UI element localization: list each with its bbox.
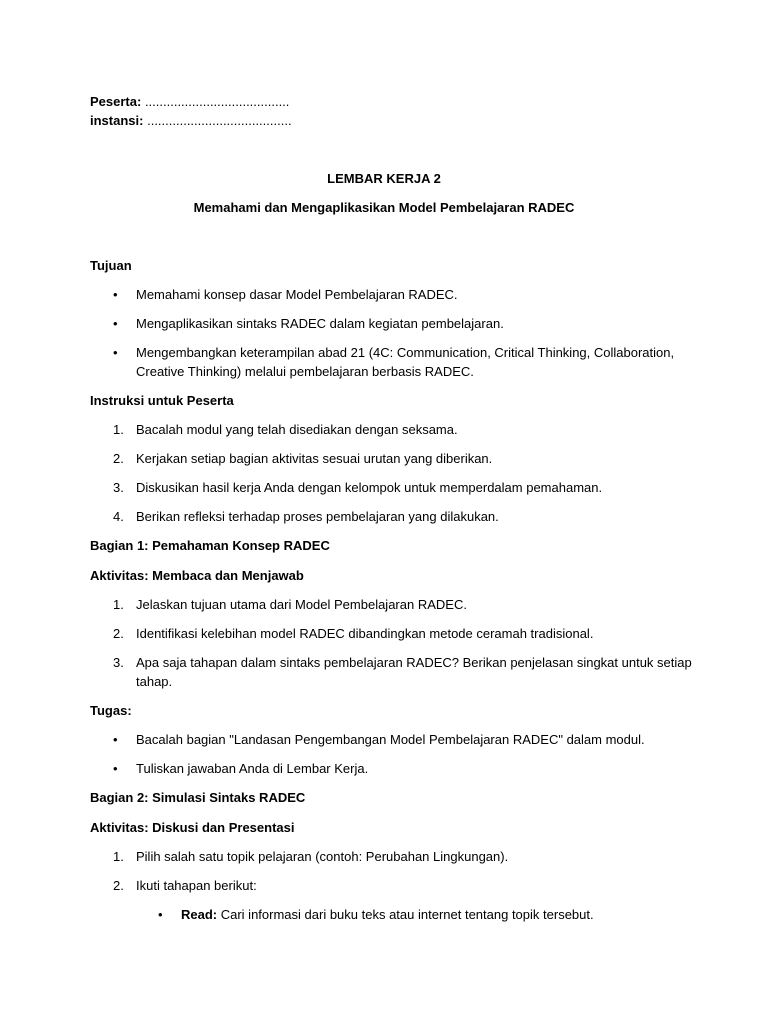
bullet-icon: • bbox=[113, 316, 118, 331]
list-item: Ikuti tahapan berikut: bbox=[136, 878, 257, 893]
list-number: 3. bbox=[113, 655, 124, 670]
list-item: Tuliskan jawaban Anda di Lembar Kerja. bbox=[136, 761, 369, 776]
list-item: Berikan refleksi terhadap proses pembelajaran yang dilakukan. bbox=[136, 509, 499, 524]
tugas-heading: Tugas: bbox=[90, 703, 132, 718]
list-item: Mengembangkan keterampilan abad 21 (4C: Communication, Critical Thinking, Collaboration, bbox=[136, 345, 675, 360]
list-item: Apa saja tahapan dalam sintaks pembelajaran RADEC? Berikan penjelasan singkat untuk setiap bbox=[136, 655, 692, 670]
list-number: 1. bbox=[113, 422, 124, 437]
list-item: Diskusikan hasil kerja Anda dengan kelompok untuk memperdalam pemahaman. bbox=[136, 480, 603, 495]
list-number: 1. bbox=[113, 597, 124, 612]
list-item: Mengaplikasikan sintaks RADEC dalam kegiatan pembelajaran. bbox=[136, 316, 504, 331]
bullet-icon: • bbox=[158, 907, 163, 922]
sub-item-label: Read: bbox=[181, 907, 218, 922]
list-item: Identifikasi kelebihan model RADEC dibandingkan metode ceramah tradisional. bbox=[136, 626, 594, 641]
peserta-label: Peserta: bbox=[90, 94, 142, 109]
instruksi-heading: Instruksi untuk Peserta bbox=[90, 393, 234, 408]
bagian1-heading: Bagian 1: Pemahaman Konsep RADEC bbox=[90, 538, 330, 553]
bullet-icon: • bbox=[113, 287, 118, 302]
list-number: 3. bbox=[113, 480, 124, 495]
list-number: 4. bbox=[113, 509, 124, 524]
list-item: Memahami konsep dasar Model Pembelajaran RADEC. bbox=[136, 287, 458, 302]
instansi-line bbox=[90, 112, 292, 130]
list-number: 1. bbox=[113, 849, 124, 864]
list-item: Kerjakan setiap bagian aktivitas sesuai urutan yang diberikan. bbox=[136, 451, 493, 466]
worksheet-title: LEMBAR KERJA 2 bbox=[327, 171, 441, 186]
bullet-icon: • bbox=[113, 761, 118, 776]
bagian2-activity: Aktivitas: Diskusi dan Presentasi bbox=[90, 820, 295, 835]
peserta-line bbox=[90, 93, 289, 111]
sub-item-text: Cari informasi dari buku teks atau internet tentang topik tersebut. bbox=[217, 907, 594, 922]
bagian1-activity: Aktivitas: Membaca dan Menjawab bbox=[90, 568, 304, 583]
list-item: Jelaskan tujuan utama dari Model Pembelajaran RADEC. bbox=[136, 597, 467, 612]
instansi-value: ........................................ bbox=[147, 113, 292, 128]
list-item: Bacalah modul yang telah disediakan dengan seksama. bbox=[136, 422, 458, 437]
list-item: Pilih salah satu topik pelajaran (contoh: Perubahan Lingkungan). bbox=[136, 849, 509, 864]
bullet-icon: • bbox=[113, 345, 118, 360]
instansi-label: instansi: bbox=[90, 113, 144, 128]
list-number: 2. bbox=[113, 451, 124, 466]
list-number: 2. bbox=[113, 878, 124, 893]
bullet-icon: • bbox=[113, 732, 118, 747]
list-item-continuation: tahap. bbox=[136, 674, 173, 689]
list-number: 2. bbox=[113, 626, 124, 641]
tujuan-heading: Tujuan bbox=[90, 258, 132, 273]
bagian2-heading: Bagian 2: Simulasi Sintaks RADEC bbox=[90, 790, 306, 805]
worksheet-subtitle: Memahami dan Mengaplikasikan Model Pembelajaran RADEC bbox=[193, 200, 575, 215]
list-item-continuation: Creative Thinking) melalui pembelajaran berbasis RADEC. bbox=[136, 364, 474, 379]
peserta-value: ........................................ bbox=[144, 94, 290, 109]
list-item: Bacalah bagian "Landasan Pengembangan Model Pembelajaran RADEC" dalam modul. bbox=[136, 732, 645, 747]
sub-list-item bbox=[181, 906, 594, 924]
